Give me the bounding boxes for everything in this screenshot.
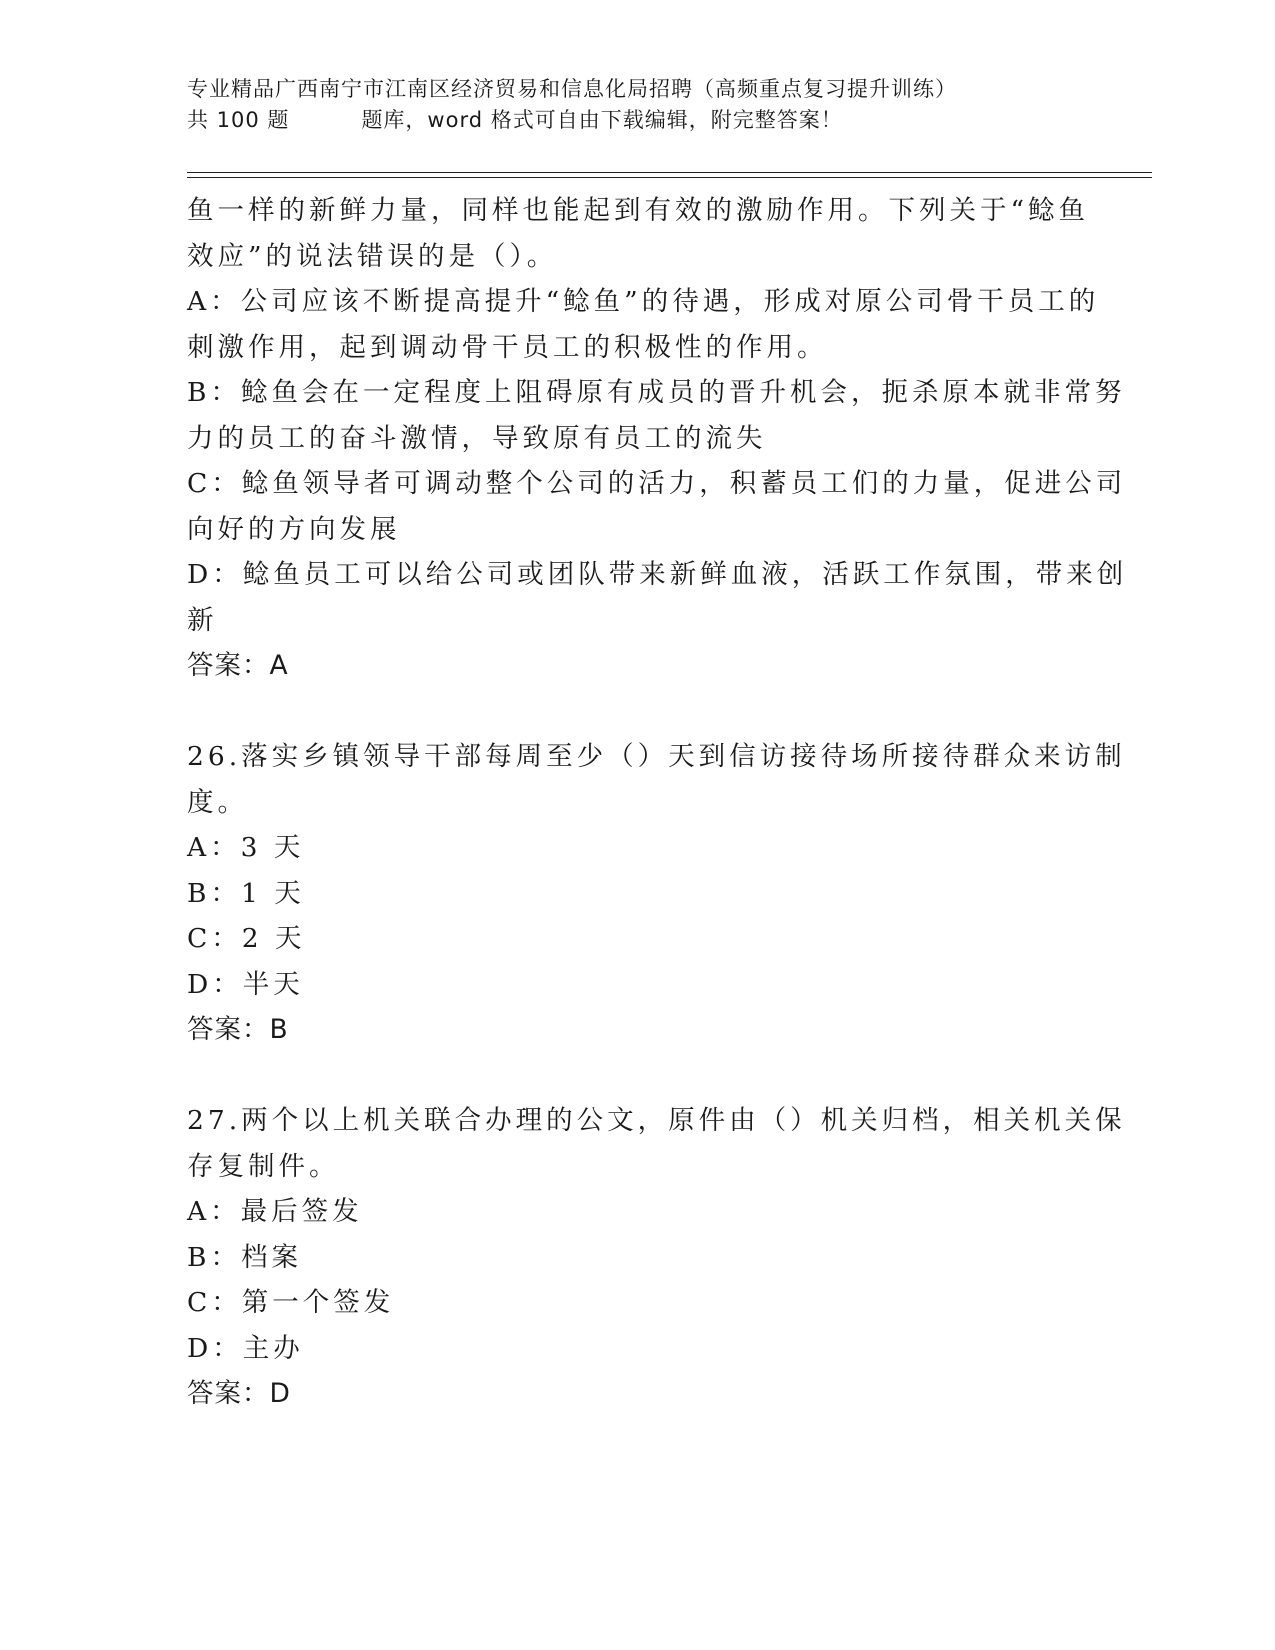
question-content [187,188,1128,1417]
option-d: D：半天 [187,968,304,1000]
option-a: A：公司应该不断提高提升“鲶鱼”的待遇，形成对原公司骨干员工的 [187,286,1100,317]
option-a-cont: 刺激作用，起到调动骨干员工的积极性的作用。 [187,331,828,363]
question-stem-line: 效应”的说法错误的是（）。 [187,240,558,272]
question-stem-line: 存复制件。 [187,1150,340,1182]
question-25 [187,188,1128,689]
option-d: D：鲶鱼员工可以给公司或团队带来新鲜血液，活跃工作氛围，带来创 [187,559,1128,590]
answer: 答案：D [187,1378,291,1409]
option-b-cont: 力的员工的奋斗激情，导致原有员工的流失 [187,422,767,454]
header-rule-bottom [187,177,1152,178]
option-b: B：鲶鱼会在一定程度上阻碍原有成员的晋升机会，扼杀原本就非常努 [187,377,1126,408]
question-stem-line: 26.落实乡镇领导干部每周至少（）天到信访接待场所接待群众来访制 [187,741,1126,772]
option-c: C：第一个签发 [187,1287,395,1318]
answer: 答案：B [187,1014,289,1045]
question-stem-line: 27.两个以上机关联合办理的公文，原件由（）机关归档，相关机关保 [187,1105,1126,1136]
header-description: 题库，word 格式可自由下载编辑，附完整答案！ [361,108,843,132]
question-stem-line: 度。 [187,786,248,818]
page-header [187,74,1087,136]
option-c: C：2 天 [187,923,306,954]
question-26 [187,734,1126,1053]
option-d: D：主办 [187,1332,304,1364]
header-subtitle [187,105,1087,136]
question-stem-line: 鱼一样的新鲜力量，同样也能起到有效的激励作用。下列关于“鲶鱼 [187,195,1090,226]
option-a: A：3 天 [187,832,305,863]
option-b: B：档案 [187,1241,302,1273]
header-title: 专业精品广西南宁市江南区经济贸易和信息化局招聘（高频重点复习提升训练） [187,77,957,101]
option-c-cont: 向好的方向发展 [187,513,401,545]
question-27 [187,1098,1126,1417]
header-rule-top [187,172,1152,173]
option-d-cont: 新 [187,604,218,636]
option-c: C：鲶鱼领导者可调动整个公司的活力，积蓄员工们的力量，促进公司 [187,468,1127,499]
option-b: B：1 天 [187,877,305,909]
option-a: A：最后签发 [187,1196,363,1227]
header-question-count: 共 100 题 [187,108,290,132]
answer: 答案：A [187,650,289,681]
